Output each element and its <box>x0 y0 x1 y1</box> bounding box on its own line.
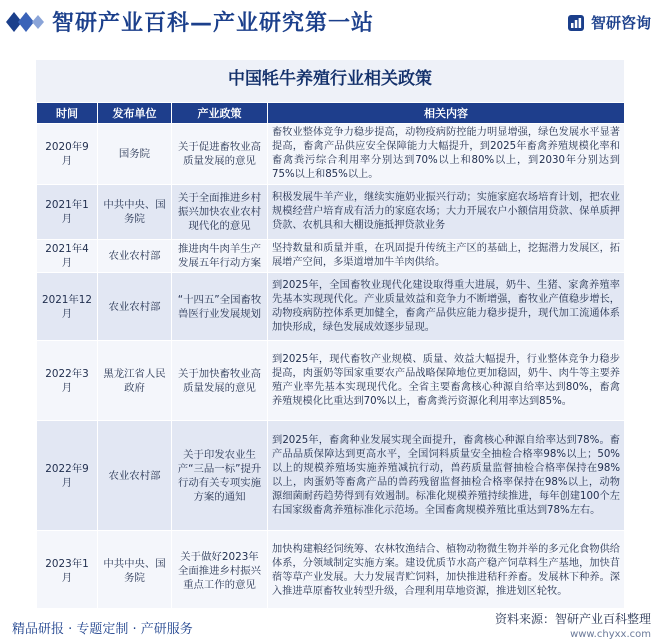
table-row <box>37 273 625 341</box>
cell-policy: 关于加快畜牧业高质量发展的意见 <box>172 341 268 421</box>
source-url[interactable]: www.chyxx.com <box>570 629 651 640</box>
cell-unit: 黑龙江省人民政府 <box>98 341 172 421</box>
policy-panel <box>36 60 624 605</box>
cell-unit: 国务院 <box>98 124 172 185</box>
header-content: 相关内容 <box>268 103 625 124</box>
table-row <box>37 240 625 273</box>
cell-time: 2021年1月 <box>37 185 98 240</box>
cell-time: 2021年4月 <box>37 240 98 273</box>
cell-policy: 关于印发农业生产“三品一标”提升行动有关专项实施方案的通知 <box>172 421 268 531</box>
source-text: 资料来源：智研产业百科整理 <box>494 612 651 626</box>
table-row <box>37 185 625 240</box>
cell-unit: 中共中央、国务院 <box>98 185 172 240</box>
cell-policy: 关于促进畜牧业高质量发展的意见 <box>172 124 268 185</box>
header-policy: 产业政策 <box>172 103 268 124</box>
cell-unit: 中共中央、国务院 <box>98 531 172 611</box>
table-row <box>37 421 625 531</box>
page-footer <box>0 608 661 642</box>
brand-logo <box>567 12 651 33</box>
cell-content: 坚持数量和质量并重，在巩固提升传统主产区的基础上，挖掘潜力发展区，拓展增产空间，多渠道增加牛羊肉供给。 <box>268 240 625 273</box>
cell-content: 到2025年，全国畜牧业现代化建设取得重大进展，奶牛、生猪、家禽养殖率先基本实现现代化。产业质量效益和竞争力不断增强，畜牧业产值稳步增长，动物疫病防控体系更加健全，畜禽产品供应能力稳步提升，现代加工流通体系加快形成，绿色发展成效逐步显现。 <box>268 273 625 341</box>
page-header <box>0 0 661 44</box>
cell-policy: 推进肉牛肉羊生产发展五年行动方案 <box>172 240 268 273</box>
cell-unit: 农业农村部 <box>98 421 172 531</box>
cell-content: 加快构建粮经饲统筹、农林牧渔结合、植物动物微生物并举的多元化食物供给体系，分领域制定实施方案。建设优质节水高产稳产饲草料生产基地，加快苜蓿等草产业发展。大力发展青贮饲料，加快推进秸秆养畜。发展林下种养。深入推进草原畜牧业转型升级，合理利用草地资源，推进划区轮牧。 <box>268 531 625 611</box>
diamond-icon <box>6 12 46 32</box>
table-row <box>37 124 625 185</box>
cell-time: 2020年9月 <box>37 124 98 185</box>
header-time: 时间 <box>37 103 98 124</box>
cell-policy: “十四五”全国畜牧兽医行业发展规划 <box>172 273 268 341</box>
logo-text: 智研咨询 <box>590 14 651 32</box>
site-title: 智研产业百科—产业研究第一站 <box>52 11 375 36</box>
cell-content: 到2025年，畜禽种业发展实现全面提升，畜禽核心种源自给率达到78%。畜产品品质保障达到更高水平，全国饲料质量安全抽检合格率98%以上；50%以上的规模养殖场实施养殖减抗行动，兽药质量监督抽检合格率保持在98%以上，肉蛋奶等畜禽产品的兽药残留监督抽检合格率保持在98%以上，动物源细菌耐药趋势得到有效遏制。标准化规模养殖持续推进，每年创建100个左右国家级畜禽养殖标准化示范场。全国畜禽规模养殖比重达到78%左右。 <box>268 421 625 531</box>
cell-time: 2022年9月 <box>37 421 98 531</box>
cell-unit: 农业农村部 <box>98 273 172 341</box>
cell-content: 到2025年，现代畜牧产业规模、质量、效益大幅提升，行业整体竞争力稳步提高，肉蛋奶等国家重要农产品战略保障地位更加稳固，奶牛、肉牛等主要养殖产业率先基本实现现代化。全省主要畜禽核心种源自给率达到80%，畜禽养殖规模化比重达到70%以上，畜禽粪污资源化利用率达到85%。 <box>268 341 625 421</box>
cell-time: 2023年1月 <box>37 531 98 611</box>
cell-time: 2021年12月 <box>37 273 98 341</box>
cell-policy: 关于做好2023年全面推进乡村振兴重点工作的意见 <box>172 531 268 611</box>
policy-table <box>36 102 625 611</box>
table-row <box>37 341 625 421</box>
cell-unit: 农业农村部 <box>98 240 172 273</box>
panel-title: 中国牦牛养殖行业相关政策 <box>228 69 432 89</box>
table-row <box>37 531 625 611</box>
cell-content: 畜牧业整体竞争力稳步提高，动物疫病防控能力明显增强，绿色发展水平显著提高，畜禽产品供应安全保障能力大幅提升，到2025年畜禽养殖规模化率和畜禽粪污综合利用率分别达到70%以上和80%以上，到2030年分别达到75%以上和85%以上。 <box>268 124 625 185</box>
header-unit: 发布单位 <box>98 103 172 124</box>
cell-policy: 关于全面推进乡村振兴加快农业农村现代化的意见 <box>172 185 268 240</box>
footer-source <box>495 610 651 640</box>
table-header-row <box>37 103 625 124</box>
logo-icon <box>567 14 585 32</box>
footer-slogan: 精品研报 · 专题定制 · 产研服务 <box>12 622 193 637</box>
cell-time: 2022年3月 <box>37 341 98 421</box>
cell-content: 积极发展牛羊产业，继续实施奶业振兴行动；实施家庭农场培育计划，把农业规模经营户培育成有活力的家庭农场；大力开展农户小额信用贷款、保单质押贷款、农机具和大棚设施抵押贷款业务 <box>268 185 625 240</box>
